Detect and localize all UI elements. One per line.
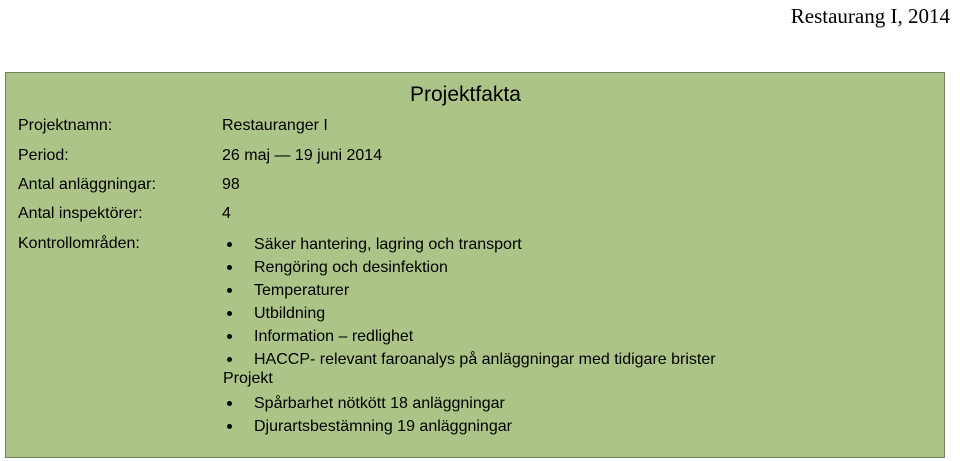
list-item (223, 348, 716, 371)
fact-label: Projektnamn: (18, 117, 113, 134)
list-item (223, 392, 512, 415)
list-item (223, 233, 716, 256)
fact-label: Antal anläggningar: (18, 176, 156, 193)
project-facts-box (5, 72, 945, 458)
bullet-icon (227, 401, 232, 406)
list-item (223, 302, 716, 325)
page-header-title: Restaurang I, 2014 (790, 4, 950, 28)
list-item-text: Information – redlighet (254, 328, 414, 345)
list-item-text: Djurartsbestämning 19 anläggningar (254, 418, 512, 435)
bullet-icon (227, 311, 232, 316)
list-item-text: Säker hantering, lagring och transport (254, 236, 522, 253)
box-title: Projektfakta (410, 83, 521, 106)
fact-value: 4 (222, 205, 231, 222)
bullet-icon (227, 265, 232, 270)
list-item-text: Spårbarhet nötkött 18 anläggningar (254, 395, 505, 412)
bullet-icon (227, 424, 232, 429)
list-item (223, 325, 716, 348)
projects-list (223, 392, 512, 438)
fact-value: Restauranger I (222, 117, 328, 134)
list-item (223, 256, 716, 279)
fact-value: 26 maj — 19 juni 2014 (222, 147, 383, 164)
fact-value: 98 (222, 176, 240, 193)
fact-label: Antal inspektörer: (18, 205, 143, 222)
control-areas-list (223, 233, 716, 371)
list-item (223, 279, 716, 302)
bullet-icon (227, 334, 232, 339)
bullet-icon (227, 288, 232, 293)
list-item-text: HACCP- relevant faroanalys på anläggningar med tidigare brister (254, 351, 716, 368)
fact-label: Period: (18, 147, 69, 164)
list-item-text: Rengöring och desinfektion (254, 259, 448, 276)
bullet-icon (227, 242, 232, 247)
control-areas-label: Kontrollområden: (18, 235, 140, 252)
list-item-text: Utbildning (254, 305, 326, 322)
projects-heading: Projekt (223, 370, 273, 387)
list-item (223, 415, 512, 438)
list-item-text: Temperaturer (254, 282, 350, 299)
bullet-icon (227, 357, 232, 362)
